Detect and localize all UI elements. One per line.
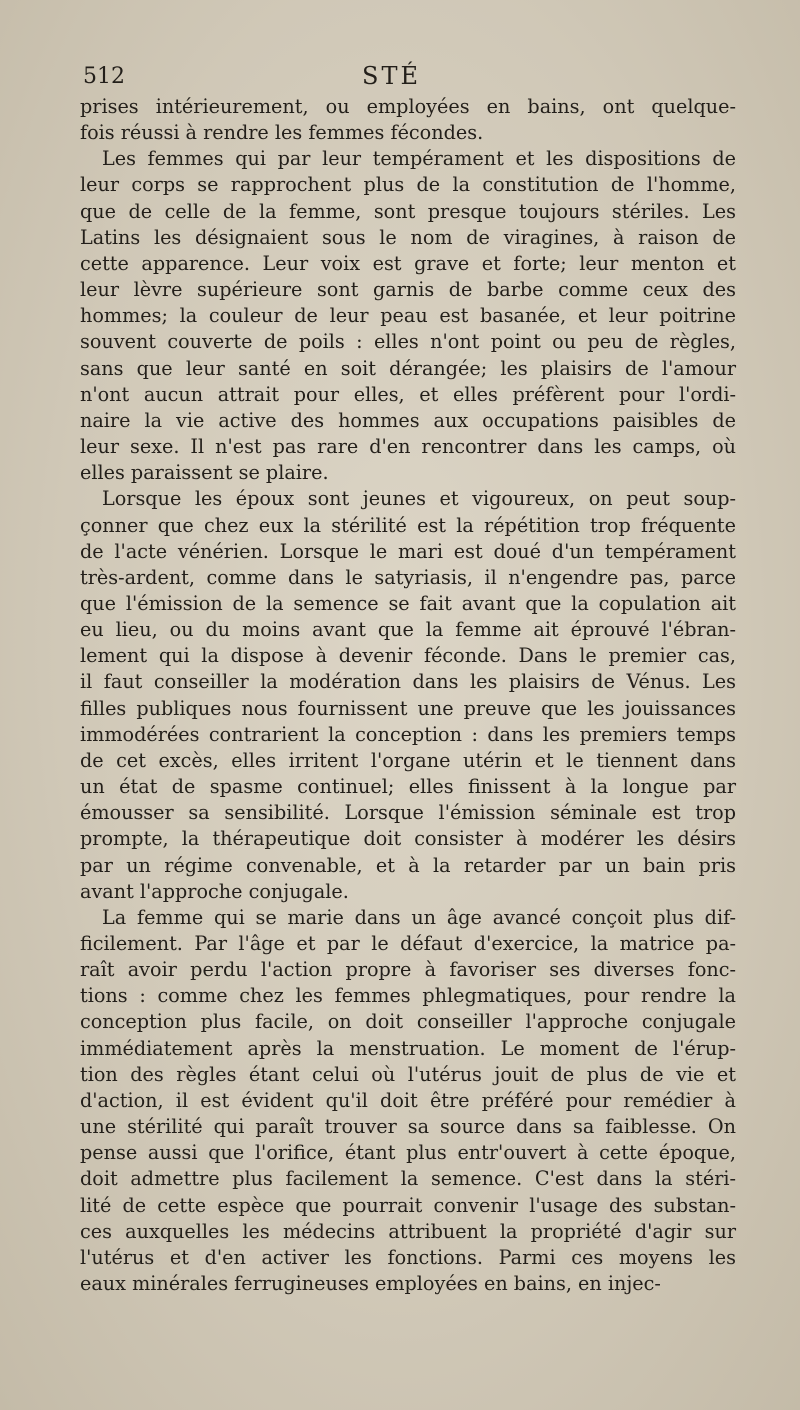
text-line: tions : comme chez les femmes phlegmatiques, pour rendre la (80, 984, 736, 1008)
text-line: prompte, la thérapeutique doit consister à modérer les désirs (80, 827, 736, 851)
text-line: une stérilité qui paraît trouver sa source dans sa faiblesse. On (80, 1115, 736, 1139)
text-line: que l'émission de la semence se fait avant que la copulation ait (80, 591, 736, 615)
text-line: ficilement. Par l'âge et par le défaut d'exercice, la matrice pa- (80, 932, 736, 955)
text-line: émousser sa sensibilité. Lorsque l'émission séminale est trop (80, 801, 736, 825)
text-line: l'utérus et d'en activer les fonctions. Parmi ces moyens les (80, 1245, 736, 1269)
text-line: fois réussi à rendre les femmes fécondes. (80, 121, 484, 145)
text-line: leur lèvre supérieure sont garnis de barbe comme ceux des (80, 278, 736, 302)
text-line: souvent couverte de poils : elles n'ont point ou peu de règles, (80, 330, 736, 354)
text-line: ces auxquelles les médecins attribuent la propriété d'agir sur (80, 1219, 736, 1243)
text-line: naire la vie active des hommes aux occupations paisibles de (80, 408, 736, 432)
text-line: lité de cette espèce que pourrait convenir l'usage des substan- (80, 1193, 736, 1217)
paragraph (80, 94, 736, 146)
text-line: il faut conseiller la modération dans les plaisirs de Vénus. Les (80, 670, 736, 694)
text-line: eu lieu, ou du moins avant que la femme ait éprouvé l'ébran- (80, 618, 736, 642)
text-line: Lorsque les époux sont jeunes et vigoureux, on peut soup- (102, 487, 736, 511)
text-line: çonner que chez eux la stérilité est la répétition trop fréquente (80, 513, 736, 537)
text-line: tion des règles étant celui où l'utérus jouit de plus de vie et (80, 1062, 736, 1086)
text-line: Les femmes qui par leur tempérament et les dispositions de (102, 147, 736, 171)
text-line: filles publiques nous fournissent une preuve que les jouissances (80, 696, 736, 720)
text-line: immédiatement après la menstruation. Le moment de l'érup- (80, 1036, 736, 1060)
text-line: immodérées contrarient la conception : dans les premiers temps (80, 722, 736, 746)
text-line: elles paraissent se plaire. (80, 461, 329, 485)
text-line: prises intérieurement, ou employées en bains, ont quelque- (80, 95, 736, 118)
body-text (80, 94, 736, 1297)
text-line: leur corps se rapprochent plus de la constitution de l'homme, (80, 173, 736, 197)
text-line: d'action, il est évident qu'il doit être préféré pour remédier à (80, 1088, 736, 1112)
text-line: conception plus facile, on doit conseiller l'approche conjugale (80, 1010, 736, 1034)
paragraph (80, 486, 736, 905)
text-line: de l'acte vénérien. Lorsque le mari est doué d'un tempérament (80, 539, 736, 563)
text-line: eaux minérales ferrugineuses employées en bains, en injec- (80, 1272, 661, 1296)
text-line: Latins les désignaient sous le nom de viragines, à raison de (80, 225, 736, 249)
text-line: avant l'approche conjugale. (80, 879, 349, 903)
text-line: de cet excès, elles irritent l'organe utérin et le tiennent dans (80, 748, 736, 772)
text-line: que de celle de la femme, sont presque toujours stériles. Les (80, 199, 736, 223)
text-line: n'ont aucun attrait pour elles, et elles préfèrent pour l'ordi- (80, 382, 736, 406)
page-number: 512 (83, 64, 125, 89)
page-header (80, 60, 736, 94)
text-line: par un régime convenable, et à la retarder par un bain pris (80, 853, 736, 877)
text-line: très-ardent, comme dans le satyriasis, il n'engendre pas, parce (80, 565, 736, 589)
text-line: cette apparence. Leur voix est grave et forte; leur menton et (80, 251, 736, 275)
text-line: doit admettre plus facilement la semence. C'est dans la stéri- (80, 1167, 736, 1191)
running-head: STÉ (362, 62, 421, 90)
text-line: leur sexe. Il n'est pas rare d'en rencontrer dans les camps, où (80, 435, 736, 459)
text-line: hommes; la couleur de leur peau est basanée, et leur poitrine (80, 304, 736, 328)
paragraph (80, 146, 736, 486)
text-line: sans que leur santé en soit dérangée; les plaisirs de l'amour (80, 356, 736, 380)
text-line: La femme qui se marie dans un âge avancé conçoit plus dif- (102, 905, 736, 929)
text-line: lement qui la dispose à devenir féconde. Dans le premier cas, (80, 644, 736, 668)
text-line: un état de spasme continuel; elles finissent à la longue par (80, 775, 736, 799)
paragraph (80, 905, 736, 1297)
text-line: pense aussi que l'orifice, étant plus entr'ouvert à cette époque, (80, 1141, 736, 1165)
text-line: raît avoir perdu l'action propre à favoriser ses diverses fonc- (80, 958, 736, 982)
